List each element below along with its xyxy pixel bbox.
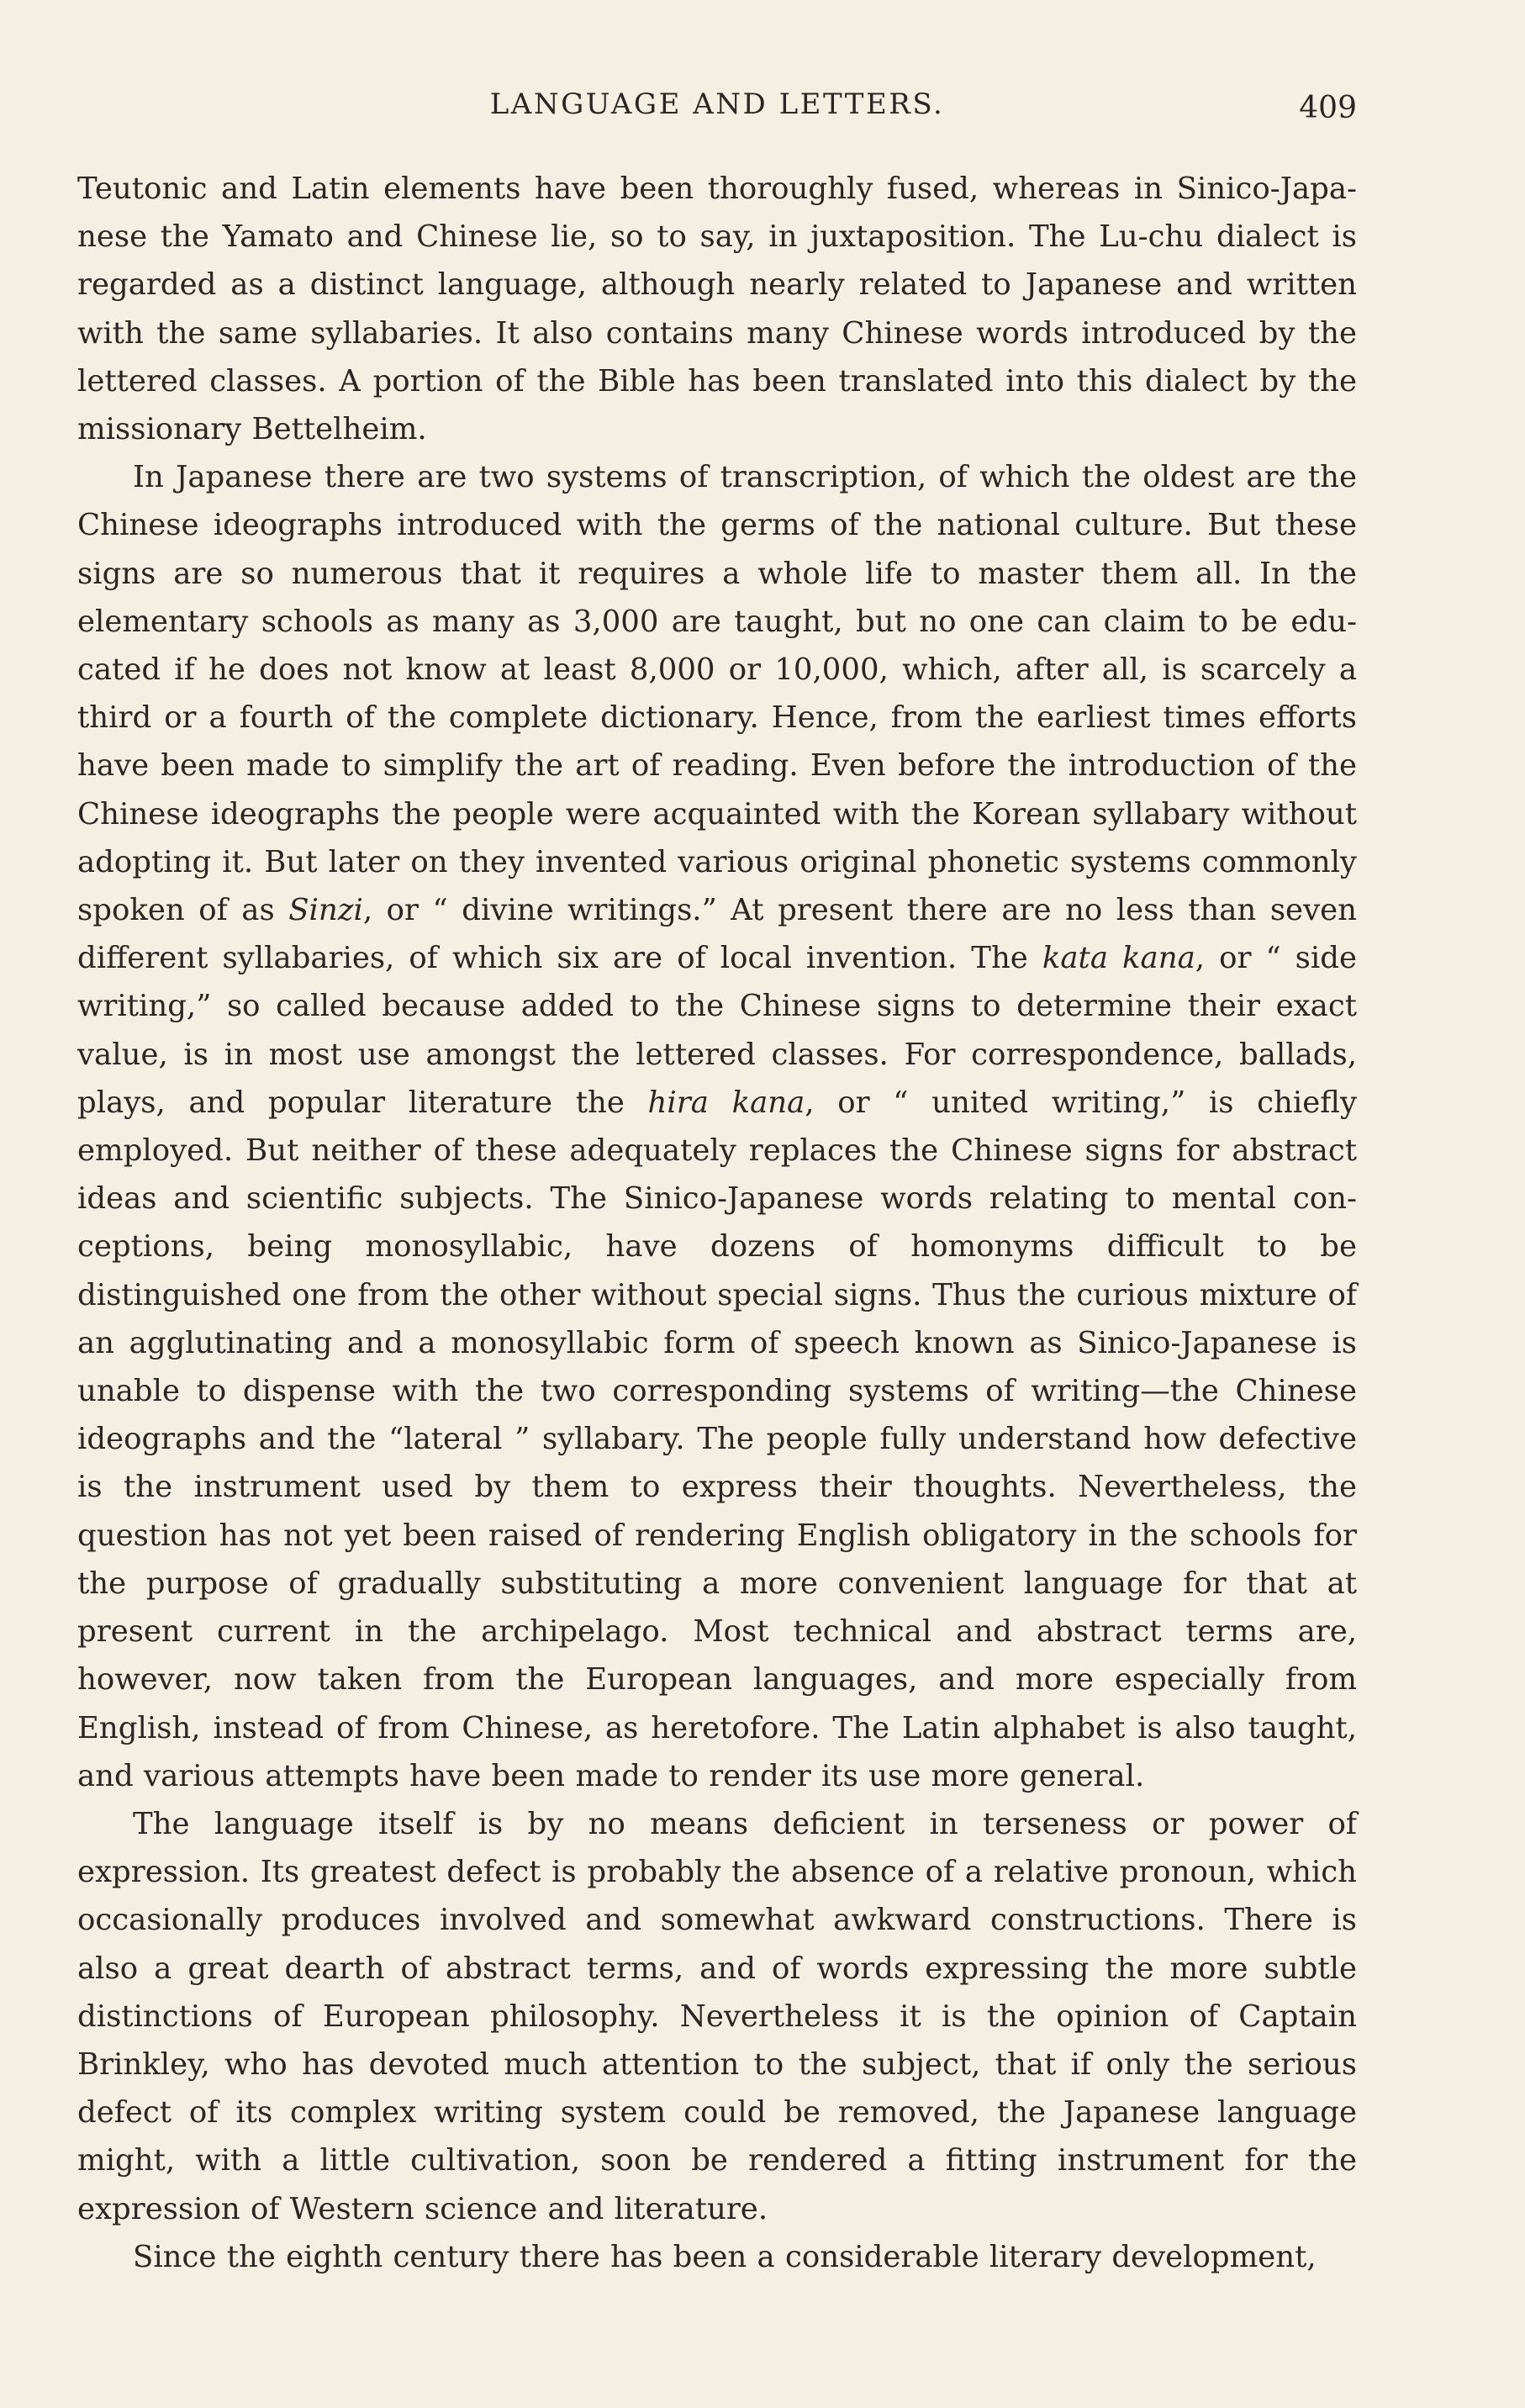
paragraph-continued (77, 165, 1357, 453)
paragraph-language-itself (77, 1800, 1357, 2233)
page-number: 409 (1299, 91, 1357, 125)
text-segment: The language itself is by no means deficient in terseness or power of expression. Its greatest defect is probably the absence of a relative pronoun, which occasionally produces involved and somewhat awkward constructions. There is also a great dearth of abstract terms, and of words expressing the more subtle distinctions of European philosophy. Nevertheless it is the opinion of Captain Brinkley, who has devoted much attention to the subject, that if only the serious defect of its complex writing system could be removed, the Japanese language might, with a little cultivation, soon be rendered a fitting instrument for the expression of Western science and literature. (77, 1806, 1357, 2226)
text-segment: , or “ side writing,” so called because added to the Chinese signs to determine their exact value, is in most use amongst the lettered classes. For correspondence, ballads, plays, and popular literature the (77, 941, 1357, 1120)
page-header (77, 87, 1357, 138)
text-segment: , or “ united writing,” is chiefly employed. But neither of these adequately replaces the Chinese signs for abstract ideas and scientific subjects. The Sinico-Japanese words relating to mental conceptions, being monosyllabic, have dozens of homonyms difficult to be distinguished one from the other without special signs. Thus the curious mixture of an agglutinating and a monosyllabic form of speech known as Sinico-Japanese is unable to dispense with the two corresponding systems of writing—the Chinese ideographs and the “lateral ” syllabary. The people fully understand how defective is the instrument used by them to express their thoughts. Nevertheless, the question has not yet been raised of rendering English obligatory in the schools for the purpose of gradually substituting a more convenient language for that at present current in the archipelago. Most technical and abstract terms are, however, now taken from the European languages, and more especially from English, instead of from Chinese, as heretofore. The Latin alphabet is also taught, and various attempts have been made to render its use more general. (77, 1085, 1358, 1793)
body-text (77, 165, 1357, 2281)
italic-term-hira-kana: hira kana (647, 1085, 805, 1120)
paragraph-transcription-systems (77, 453, 1357, 1800)
text-segment: Since the eighth century there has been a considerable literary development, (133, 2239, 1317, 2274)
text-segment: In Japanese there are two systems of transcription, of which the oldest are the Chinese ideographs introduced with the germs of the national culture. But these signs are so numerous that it requires a whole life to master them all. In the elementary schools as many as 3,000 are taught, but no one can claim to be educated if he does not know at least 8,000 or 10,000, which, after all, is scarcely a third or a fourth of the complete dictionary. Hence, from the earliest times efforts have been made to simplify the art of reading. Even before the introduction of the Chinese ideographs the people were acquainted with the Korean syllabary without adopting it. But later on they invented various original phonetic systems commonly spoken of as (77, 460, 1357, 928)
text-segment: , or “ divine writings.” At present there are no less than seven different syllabaries, of which six are of local invention. The (77, 893, 1357, 976)
italic-term-kata-kana: kata kana (1042, 941, 1195, 976)
italic-term-sinzi: Sinzi (288, 893, 363, 928)
paragraph-eighth-century (77, 2233, 1357, 2281)
text-segment: Teutonic and Latin elements have been thoroughly fused, whereas in Sinico-Japanese the Yamato and Chinese lie, so to say, in juxtaposition. The Lu-chu dialect is regarded as a distinct language, although nearly related to Japanese and written with the same syllabaries. It also contains many Chinese words introduced by the lettered classes. A portion of the Bible has been translated into this dialect by the missionary Bettelheim. (77, 172, 1357, 447)
running-head: LANGUAGE AND LETTERS. (489, 87, 945, 121)
